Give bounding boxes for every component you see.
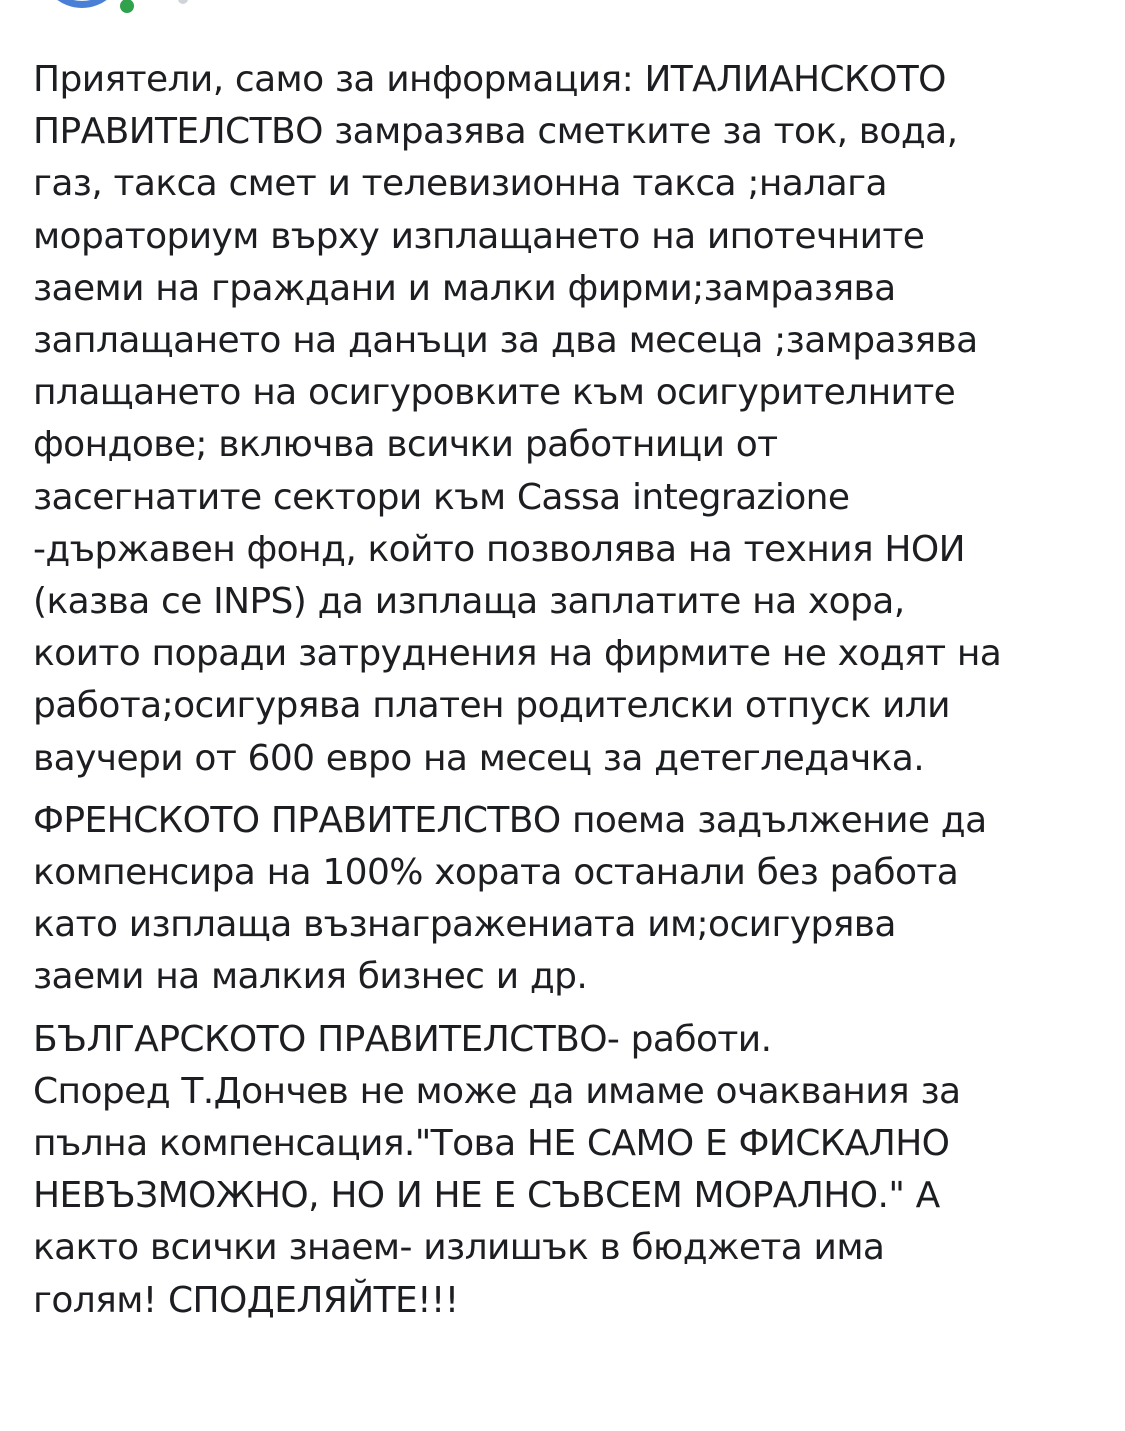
post-meta-separator-icon xyxy=(178,0,188,4)
post-paragraph-bulgaria: БЪЛГАРСКОТО ПРАВИТЕЛСТВО- работи. Според Т.Дончев не може да имаме очаквания за пълна компенсация."Това НЕ САМО Е ФИСКАЛНО НЕВЪЗМОЖНО, НО И НЕ Е СЪВСЕМ МОРАЛНО." А както всички знаем- излишък в бюджета има голям! СПОДЕЛЯЙТЕ!!! xyxy=(33,1018,961,1321)
avatar[interactable] xyxy=(40,0,124,8)
post-paragraph-italy: Приятели, само за информация: ИТАЛИАНСКОТО ПРАВИТЕЛСТВО замразява сметките за ток, вода, газ, такса смет и телевизионна такса ;налага мораториум върху изплащането на ипотечните заеми на граждани и малки фирми;замразява заплащането на данъци за два месеца ;замразява плащането на осигуровките към осигурителните фондове; включва всички работници от засегнатите сектори към Cassa integrazione -държавен фонд, който позволява на техния НОИ (казва се INPS) да изплаща заплатите на хора, които поради затруднения на фирмите не ходят на работа;осигурява платен родителски отпуск или ваучери от 600 евро на месец за детегледачка. xyxy=(33,59,1002,779)
post-paragraph-france: ФРЕНСКОТО ПРАВИТЕЛСТВО поема задължение да компенсира на 100% хората останали без работа като изплаща възнагражениата им;осигурява заеми на малкия бизнес и др. xyxy=(33,799,987,998)
post-text xyxy=(33,54,1108,1327)
online-status-icon xyxy=(117,0,137,16)
